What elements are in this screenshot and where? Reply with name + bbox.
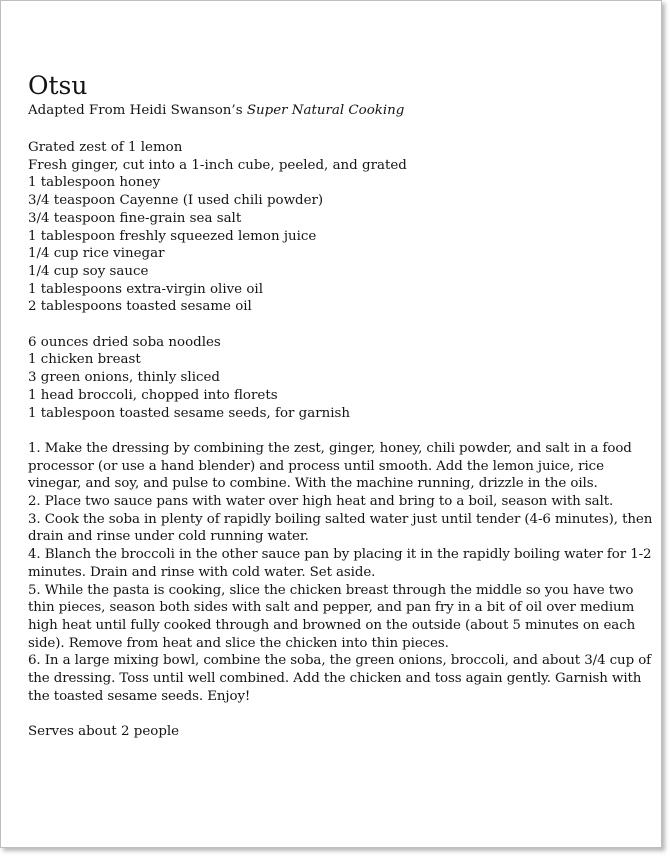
ingredient-item: 1 tablespoon toasted sesame seeds, for garnish bbox=[28, 405, 351, 421]
recipe-content bbox=[28, 71, 653, 741]
ingredient-item: 1 chicken breast bbox=[28, 352, 141, 368]
main-ingredient-list bbox=[28, 334, 653, 423]
ingredient-item: 3 green onions, thinly sliced bbox=[28, 370, 220, 386]
ingredient-item: Grated zest of 1 lemon bbox=[28, 140, 183, 155]
instruction-steps bbox=[28, 440, 653, 706]
attribution-text: Adapted From Heidi Swanson’s bbox=[28, 103, 247, 118]
ingredient-item: 1 tablespoon honey bbox=[28, 175, 161, 191]
instruction-step: 5. While the pasta is cooking, slice the chicken breast through the middle so you have two thin pieces, season both sides with salt and pepper, and pan fry in a bit of oil over medium high heat until fully cooked through and browned on the outside (about 5 minutes on each side). Remove from heat and slice the chicken into thin pieces. bbox=[28, 582, 636, 651]
ingredient-item: 1/4 cup rice vinegar bbox=[28, 246, 165, 262]
ingredient-item: 3/4 teaspoon fine-grain sea salt bbox=[28, 210, 242, 226]
ingredient-item: 6 ounces dried soba noodles bbox=[28, 334, 221, 350]
instruction-step: 6. In a large mixing bowl, combine the soba, the green onions, broccoli, and about 3/4 cup of the dressing. Toss until well combined. Add the chicken and toss again gently. Garnish with the toasted sesame seeds. Enjoy! bbox=[28, 653, 652, 704]
ingredient-item: Fresh ginger, cut into a 1-inch cube, peeled, and grated bbox=[28, 157, 407, 173]
instruction-step: 4. Blanch the broccoli in the other sauce pan by placing it in the rapidly boiling water for 1-2 minutes. Drain and rinse with cold water. Set aside. bbox=[28, 547, 652, 580]
ingredient-item: 1/4 cup soy sauce bbox=[28, 263, 149, 279]
source-book-title: Super Natural Cooking bbox=[246, 103, 405, 118]
instruction-step: 3. Cook the soba in plenty of rapidly boiling salted water just until tender (4-6 minutes), then drain and rinse under cold running water. bbox=[28, 511, 653, 545]
recipe-attribution bbox=[28, 101, 653, 120]
dressing-ingredient-list bbox=[28, 139, 653, 316]
instruction-step: 1. Make the dressing by combining the zest, ginger, honey, chili powder, and salt in a food processor (or use a hand blender) and process until smooth. Add the lemon juice, rice vinegar, and soy, and pulse to combine. With the machine running, drizzle in the oils. bbox=[28, 440, 632, 492]
ingredient-item: 1 tablespoons extra-virgin olive oil bbox=[28, 281, 263, 297]
instruction-step: 2. Place two sauce pans with water over high heat and bring to a boil, season with salt. bbox=[28, 494, 614, 510]
recipe-title: Otsu bbox=[28, 71, 88, 100]
serving-size: Serves about 2 people bbox=[28, 724, 180, 740]
ingredient-item: 3/4 teaspoon Cayenne (I used chili powder) bbox=[28, 193, 324, 209]
ingredient-item: 1 tablespoon freshly squeezed lemon juice bbox=[28, 228, 317, 244]
ingredient-item: 2 tablespoons toasted sesame oil bbox=[28, 299, 252, 315]
ingredient-item: 1 head broccoli, chopped into florets bbox=[28, 387, 278, 403]
